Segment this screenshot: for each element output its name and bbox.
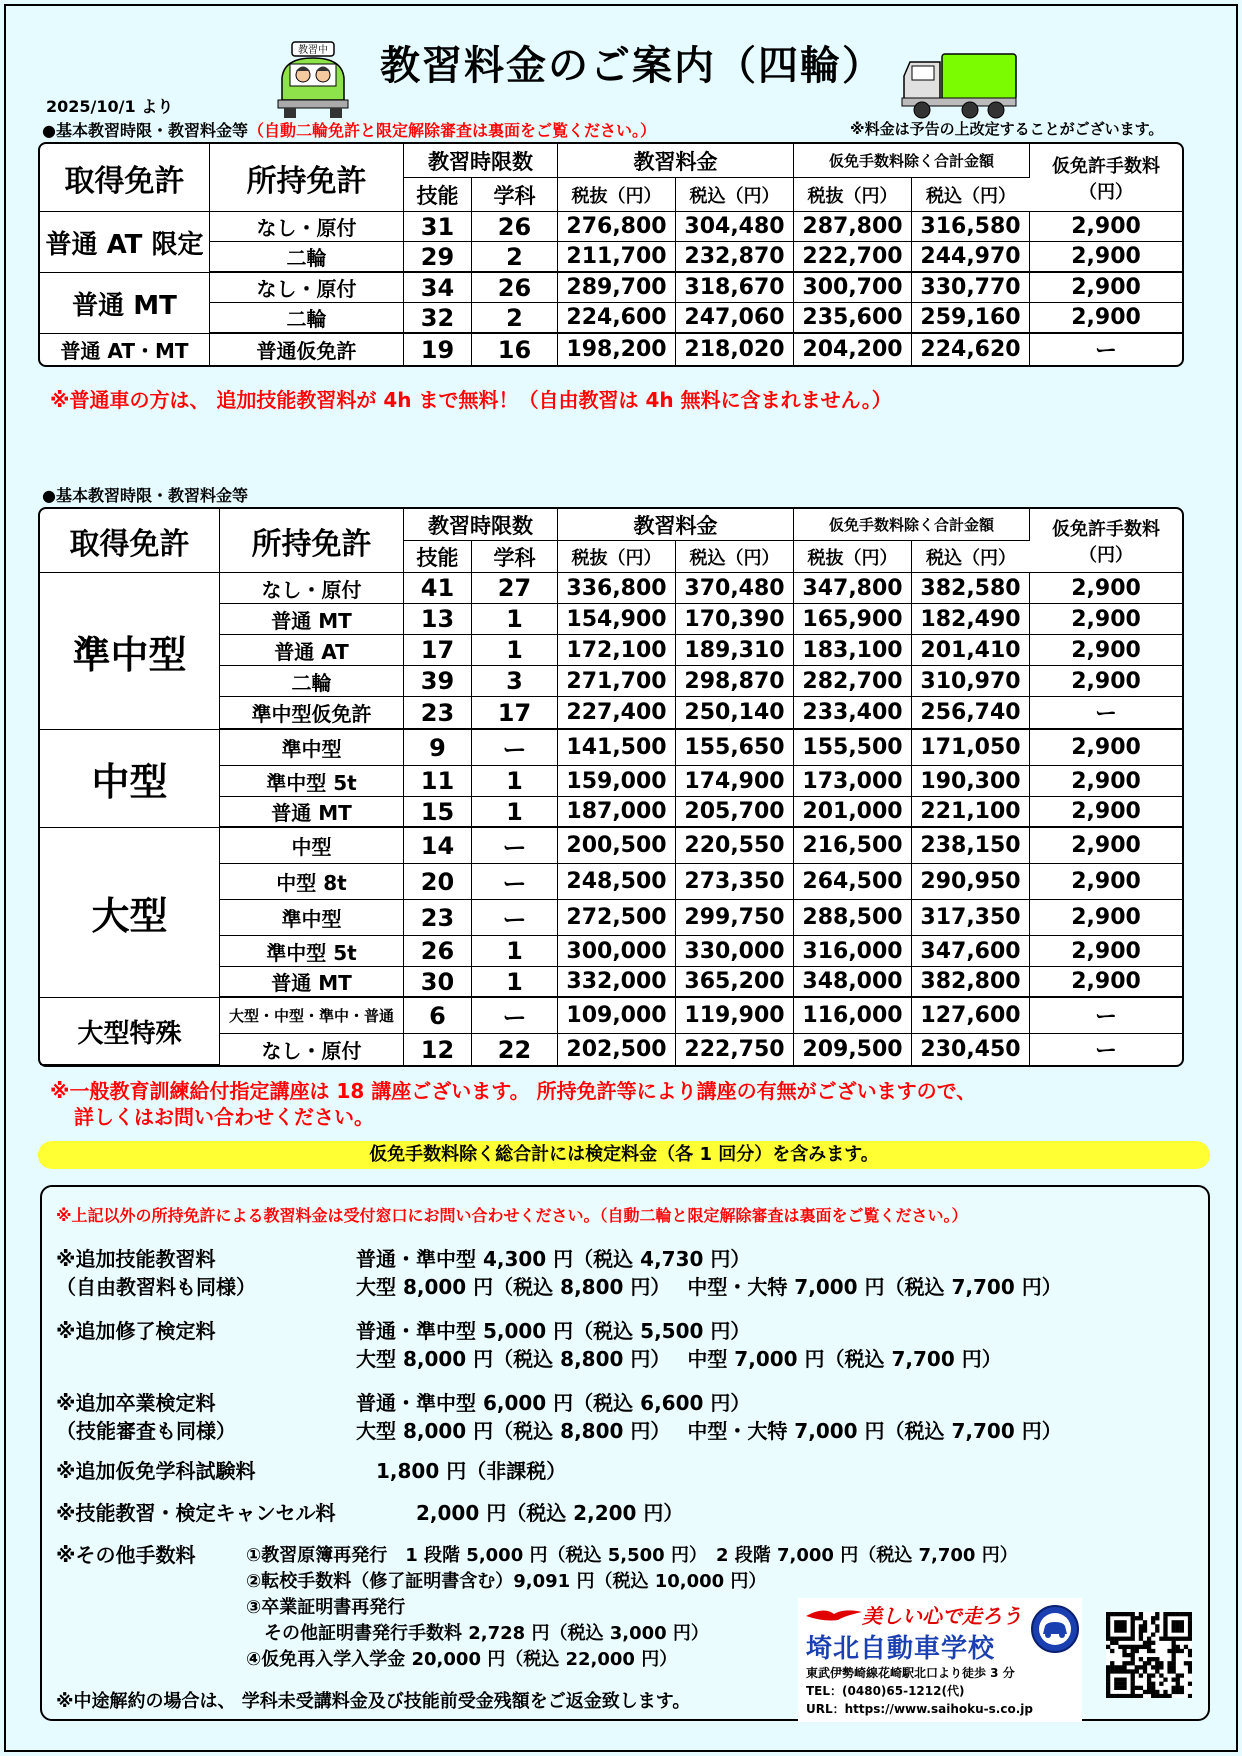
- fee-tax-in-cell: 250,140: [676, 697, 794, 730]
- add-skill-label: ※追加技能教習料: [56, 1247, 216, 1271]
- header-total: 仮免手数料除く合計金額: [794, 509, 1030, 541]
- fee-tax-in-cell: 247,060: [676, 303, 794, 334]
- fee-tax-ex-cell: 172,100: [558, 635, 676, 666]
- fee-tax-in-cell: 220,550: [676, 828, 794, 864]
- total-tax-ex-cell: 233,400: [794, 697, 912, 730]
- header-fee-tax-in: 税込（円）: [676, 178, 794, 212]
- other-fee-1: ①教習原簿再発行 1 段階 5,000 円（税込 5,500 円） 2 段階 7,000 円（税込 7,700 円）: [246, 1545, 1018, 1566]
- header-license: 取得免許: [40, 509, 220, 573]
- cancel-label: ※技能教習・検定キャンセル料: [56, 1501, 336, 1525]
- total-tax-ex-cell: 287,800: [794, 212, 912, 242]
- lecture-hours-cell: 27: [472, 573, 558, 604]
- qr-code-icon[interactable]: [1106, 1612, 1192, 1698]
- lecture-hours-cell: 1: [472, 604, 558, 635]
- lecture-hours-cell: 17: [472, 697, 558, 730]
- fee-tax-in-cell: 218,020: [676, 334, 794, 365]
- held-license-cell: 普通 MT: [220, 967, 404, 998]
- table-row: [40, 242, 1182, 273]
- provisional-fee-cell: ー: [1030, 697, 1182, 730]
- skill-hours-cell: 23: [404, 900, 472, 936]
- skill-hours-cell: 34: [404, 273, 472, 303]
- provisional-fee-cell: ー: [1095, 1039, 1118, 1064]
- skill-hours-cell: 41: [404, 573, 472, 604]
- add-exam-fee-2: 大型 8,000 円（税込 8,800 円） 中型 7,000 円（税込 7,700 円）: [356, 1347, 1002, 1371]
- header-total: 仮免手数料除く合計金額: [794, 144, 1030, 178]
- fee-tax-ex-cell: 227,400: [558, 697, 676, 730]
- add-grad-label: ※追加卒業検定料: [56, 1391, 216, 1415]
- header-skill: 技能: [404, 541, 472, 573]
- other-fee-2: ②転校手数料（修了証明書含む）9,091 円（税込 10,000 円）: [246, 1571, 767, 1592]
- fee-tax-in-cell: 189,310: [676, 635, 794, 666]
- free-lesson-note: ※普通車の方は、 追加技能教習料が 4h まで無料！（自由教習は 4h 無料に含まれません。）: [50, 388, 892, 412]
- header-lecture: 学科: [472, 178, 558, 212]
- provisional-fee-cell: 2,900: [1030, 864, 1182, 900]
- training-benefit-note: ※一般教育訓練給付指定講座は 18 講座ございます。 所持免許等により講座の有無がございますので、: [50, 1079, 977, 1103]
- license-group-name: 準中型: [40, 573, 220, 730]
- header-held-license: 所持免許: [210, 144, 404, 212]
- header-fee-tax-ex: 税抜（円）: [558, 541, 676, 573]
- add-prov-label: ※追加仮免学科試験料: [56, 1459, 256, 1483]
- fee-tax-ex-cell: 141,500: [558, 730, 676, 766]
- total-tax-in-cell: 171,050: [912, 730, 1030, 766]
- total-tax-in-cell: 316,580: [912, 212, 1030, 242]
- skill-hours-cell: 39: [404, 666, 472, 697]
- header-skill: 技能: [404, 178, 472, 212]
- header-provisional: 仮免許手数料 （円）: [1030, 509, 1182, 573]
- table-row: [40, 273, 1182, 303]
- provisional-fee-cell: 2,900: [1030, 936, 1182, 967]
- fee-tax-in-cell: 370,480: [676, 573, 794, 604]
- total-tax-ex-cell: 209,500: [794, 1034, 912, 1065]
- fee-tax-ex-cell: 187,000: [558, 797, 676, 828]
- held-license-cell: 二輪: [220, 666, 404, 697]
- total-tax-in-cell: 347,600: [912, 936, 1030, 967]
- school-address: 東武伊勢崎線花崎駅北口より徒歩 3 分: [806, 1666, 1015, 1680]
- total-tax-in-cell: 244,970: [912, 242, 1030, 273]
- total-tax-in-cell: 290,950: [912, 864, 1030, 900]
- total-tax-ex-cell: 155,500: [794, 730, 912, 766]
- provisional-fee-cell: ー: [1030, 998, 1182, 1034]
- fee-tax-in-cell: 232,870: [676, 242, 794, 273]
- provisional-fee-cell: 2,900: [1030, 666, 1182, 697]
- provisional-fee-cell: 2,900: [1030, 766, 1182, 797]
- provisional-fee-cell: 2,900: [1030, 273, 1182, 303]
- fee-tax-in-cell: 318,670: [676, 273, 794, 303]
- provisional-fee-cell: 2,900: [1030, 303, 1182, 334]
- skill-hours-cell: 6: [404, 998, 472, 1034]
- total-tax-in-cell: 201,410: [912, 635, 1030, 666]
- other-fee-4: ④仮免再入学入学金 20,000 円（税込 22,000 円）: [246, 1649, 678, 1670]
- header-provisional: 仮免許手数料 （円）: [1030, 144, 1182, 212]
- header-license: 取得免許: [40, 144, 210, 212]
- add-skill-sub: （自由教習料も同様）: [56, 1275, 256, 1299]
- header-held-license: 所持免許: [220, 509, 404, 573]
- fee-tax-ex-cell: 198,200: [558, 334, 676, 365]
- total-tax-ex-cell: 183,100: [794, 635, 912, 666]
- fee-tax-ex-cell: 224,600: [558, 303, 676, 334]
- total-tax-ex-cell: 204,200: [794, 334, 912, 365]
- header-hours: 教習時限数: [404, 509, 558, 541]
- held-license-cell: なし・原付: [210, 212, 404, 242]
- price-change-note: ※料金は予告の上改定することがございます。: [850, 120, 1164, 138]
- held-license-cell: 準中型: [220, 900, 404, 936]
- fee-tax-in-cell: 304,480: [676, 212, 794, 242]
- total-tax-ex-cell: 222,700: [794, 242, 912, 273]
- provisional-fee-cell: 2,900: [1030, 212, 1182, 242]
- skill-hours-cell: 17: [404, 635, 472, 666]
- fee-tax-ex-cell: 248,500: [558, 864, 676, 900]
- lecture-hours-cell: 26: [472, 273, 558, 303]
- other-fees-label: ※その他手数料: [56, 1543, 196, 1567]
- fee-tax-in-cell: 273,350: [676, 864, 794, 900]
- table-row: [40, 828, 1182, 864]
- total-tax-in-cell: 382,800: [912, 967, 1030, 998]
- total-tax-ex-cell: 201,000: [794, 797, 912, 828]
- fee-tax-ex-cell: 332,000: [558, 967, 676, 998]
- total-tax-ex-cell: 282,700: [794, 666, 912, 697]
- held-license-cell: 中型: [220, 828, 404, 864]
- fee-tax-ex-cell: 336,800: [558, 573, 676, 604]
- provisional-fee-cell: 2,900: [1030, 730, 1182, 766]
- skill-hours-cell: 30: [404, 967, 472, 998]
- held-license-cell: 普通仮免許: [210, 334, 404, 365]
- header-total-tax-in: 税込（円）: [912, 541, 1030, 573]
- fee-tax-ex-cell: 300,000: [558, 936, 676, 967]
- total-tax-in-cell: 182,490: [912, 604, 1030, 635]
- other-fee-3: ③卒業証明書再発行: [246, 1597, 406, 1618]
- provisional-fee-cell: ー: [1095, 339, 1118, 364]
- skill-hours-cell: 11: [404, 766, 472, 797]
- total-tax-ex-cell: 235,600: [794, 303, 912, 334]
- license-group-name: 普通 AT 限定: [40, 212, 210, 273]
- total-tax-ex-cell: 300,700: [794, 273, 912, 303]
- effective-date: 2025/10/1 より: [46, 97, 174, 116]
- total-tax-in-cell: 230,450: [912, 1034, 1030, 1065]
- fee-tax-in-cell: 330,000: [676, 936, 794, 967]
- svg-text:教習中: 教習中: [298, 45, 328, 56]
- add-exam-label: ※追加修了検定料: [56, 1319, 216, 1343]
- header-lecture: 学科: [472, 541, 558, 573]
- driving-car-icon: [272, 40, 354, 120]
- held-license-cell: なし・原付: [220, 573, 404, 604]
- held-license-cell: なし・原付: [210, 273, 404, 303]
- fee-tax-in-cell: 174,900: [676, 766, 794, 797]
- total-tax-ex-cell: 264,500: [794, 864, 912, 900]
- fee-tax-in-cell: 119,900: [676, 998, 794, 1034]
- fee-tax-ex-cell: 154,900: [558, 604, 676, 635]
- total-tax-in-cell: 224,620: [912, 334, 1030, 365]
- other-fee-3b: その他証明書発行手数料 2,728 円（税込 3,000 円）: [264, 1623, 709, 1644]
- add-prov-fee: 1,800 円（非課税）: [376, 1459, 567, 1483]
- held-license-cell: 中型 8t: [220, 864, 404, 900]
- skill-hours-cell: 23: [404, 697, 472, 730]
- total-tax-ex-cell: 288,500: [794, 900, 912, 936]
- total-tax-in-cell: 190,300: [912, 766, 1030, 797]
- lecture-hours-cell: 22: [472, 1034, 558, 1065]
- held-license-cell: 準中型: [220, 730, 404, 766]
- total-tax-in-cell: 330,770: [912, 273, 1030, 303]
- refund-note: ※中途解約の場合は、 学科未受講料金及び技能前受金残額をご返金致します。: [56, 1691, 691, 1712]
- school-name: 埼北自動車学校: [806, 1634, 996, 1664]
- total-tax-ex-cell: 316,000: [794, 936, 912, 967]
- lecture-hours-cell: 1: [472, 766, 558, 797]
- fee-tax-ex-cell: 159,000: [558, 766, 676, 797]
- skill-hours-cell: 9: [404, 730, 472, 766]
- skill-hours-cell: 26: [404, 936, 472, 967]
- total-tax-in-cell: 259,160: [912, 303, 1030, 334]
- fee-tax-in-cell: 170,390: [676, 604, 794, 635]
- school-tel: TEL：(0480)65-1212(代): [806, 1684, 965, 1698]
- add-exam-fee-1: 普通・準中型 5,000 円（税込 5,500 円）: [356, 1319, 751, 1343]
- lecture-hours-cell: 1: [472, 635, 558, 666]
- skill-hours-cell: 32: [404, 303, 472, 334]
- skill-hours-cell: 19: [404, 334, 472, 365]
- fee-tax-in-cell: 155,650: [676, 730, 794, 766]
- held-license-cell: 準中型仮免許: [220, 697, 404, 730]
- total-tax-ex-cell: 216,500: [794, 828, 912, 864]
- total-tax-in-cell: 238,150: [912, 828, 1030, 864]
- header-total-tax-in: 税込（円）: [912, 178, 1030, 212]
- header-fee: 教習料金: [558, 509, 794, 541]
- total-tax-ex-cell: 173,000: [794, 766, 912, 797]
- header-total-tax-ex: 税抜（円）: [794, 178, 912, 212]
- flying-bird-icon: [804, 1604, 864, 1626]
- skill-hours-cell: 20: [404, 864, 472, 900]
- table-row: [40, 573, 1182, 604]
- cancel-fee: 2,000 円（税込 2,200 円）: [416, 1501, 684, 1525]
- held-license-cell: 大型・中型・準中・普通: [220, 998, 404, 1034]
- lecture-hours-cell: ー: [472, 828, 558, 864]
- fee-tax-in-cell: 299,750: [676, 900, 794, 936]
- school-emblem-icon: [1030, 1604, 1080, 1654]
- training-benefit-note-2: 詳しくはお問い合わせください。: [74, 1105, 374, 1129]
- lecture-hours-cell: ー: [472, 730, 558, 766]
- total-tax-in-cell: 310,970: [912, 666, 1030, 697]
- lecture-hours-cell: 2: [472, 242, 558, 273]
- table-row: [40, 303, 1182, 334]
- fee-tax-ex-cell: 202,500: [558, 1034, 676, 1065]
- license-group-name: 普通 AT・MT: [40, 334, 210, 365]
- total-tax-ex-cell: 347,800: [794, 573, 912, 604]
- fee-table-ordinary: [38, 142, 1184, 367]
- fee-table-large: [38, 507, 1184, 1067]
- held-license-cell: 準中型 5t: [220, 766, 404, 797]
- header-fee-tax-ex: 税抜（円）: [558, 178, 676, 212]
- header-hours: 教習時限数: [404, 144, 558, 178]
- fee-tax-in-cell: 222,750: [676, 1034, 794, 1065]
- add-grad-sub: （技能審査も同様）: [56, 1419, 236, 1443]
- skill-hours-cell: 12: [404, 1034, 472, 1065]
- add-skill-fee-2: 大型 8,000 円（税込 8,800 円） 中型・大特 7,000 円（税込 7,700 円）: [356, 1275, 1062, 1299]
- skill-hours-cell: 15: [404, 797, 472, 828]
- add-grad-fee-1: 普通・準中型 6,000 円（税込 6,600 円）: [356, 1391, 751, 1415]
- header-fee: 教習料金: [558, 144, 794, 178]
- provisional-fee-cell: 2,900: [1030, 967, 1182, 998]
- truck-icon: [900, 50, 1018, 120]
- skill-hours-cell: 14: [404, 828, 472, 864]
- total-tax-ex-cell: 116,000: [794, 998, 912, 1034]
- lecture-hours-cell: 2: [472, 303, 558, 334]
- held-license-cell: 普通 MT: [220, 604, 404, 635]
- page-title: 教習料金のご案内（四輪）: [380, 43, 884, 89]
- header-total-tax-ex: 税抜（円）: [794, 541, 912, 573]
- license-group-name: 大型: [40, 828, 220, 998]
- table-row: [40, 730, 1182, 766]
- fee-tax-in-cell: 205,700: [676, 797, 794, 828]
- fee-tax-ex-cell: 276,800: [558, 212, 676, 242]
- lecture-hours-cell: ー: [472, 900, 558, 936]
- total-tax-in-cell: 127,600: [912, 998, 1030, 1034]
- fee-tax-ex-cell: 200,500: [558, 828, 676, 864]
- fee-tax-in-cell: 298,870: [676, 666, 794, 697]
- other-license-note: ※上記以外の所持免許による教習料金は受付窓口にお問い合わせください。（自動二輪と限定解除審査は裏面をご覧ください。）: [56, 1206, 968, 1225]
- school-logo-block: [798, 1598, 1082, 1722]
- lecture-hours-cell: 1: [472, 797, 558, 828]
- held-license-cell: 普通 AT: [220, 635, 404, 666]
- fee-tax-ex-cell: 289,700: [558, 273, 676, 303]
- total-tax-in-cell: 382,580: [912, 573, 1030, 604]
- total-tax-in-cell: 256,740: [912, 697, 1030, 730]
- held-license-cell: 二輪: [210, 303, 404, 334]
- license-group-name: 大型特殊: [40, 998, 220, 1065]
- lecture-hours-cell: ー: [472, 998, 558, 1034]
- provisional-fee-cell: 2,900: [1030, 242, 1182, 273]
- fee-tax-ex-cell: 272,500: [558, 900, 676, 936]
- total-tax-ex-cell: 348,000: [794, 967, 912, 998]
- skill-hours-cell: 31: [404, 212, 472, 242]
- held-license-cell: なし・原付: [220, 1034, 404, 1065]
- held-license-cell: 二輪: [210, 242, 404, 273]
- provisional-fee-cell: 2,900: [1030, 604, 1182, 635]
- school-url[interactable]: URL：https://www.saihoku-s.co.jp: [806, 1702, 1033, 1716]
- total-tax-in-cell: 221,100: [912, 797, 1030, 828]
- provisional-fee-cell: 2,900: [1030, 828, 1182, 864]
- lecture-hours-cell: 1: [472, 936, 558, 967]
- license-group-name: 普通 MT: [40, 273, 210, 334]
- provisional-fee-cell: 2,900: [1030, 797, 1182, 828]
- lecture-hours-cell: 1: [472, 967, 558, 998]
- total-tax-ex-cell: 165,900: [794, 604, 912, 635]
- held-license-cell: 普通 MT: [220, 797, 404, 828]
- fee-tax-in-cell: 365,200: [676, 967, 794, 998]
- fee-tax-ex-cell: 211,700: [558, 242, 676, 273]
- add-grad-fee-2: 大型 8,000 円（税込 8,800 円） 中型・大特 7,000 円（税込 7,700 円）: [356, 1419, 1062, 1443]
- provisional-fee-cell: 2,900: [1030, 573, 1182, 604]
- table2-caption: ●基本教習時限・教習料金等: [42, 486, 248, 505]
- header-fee-tax-in: 税込（円）: [676, 541, 794, 573]
- fee-tax-ex-cell: 271,700: [558, 666, 676, 697]
- lecture-hours-cell: 16: [472, 334, 558, 365]
- lecture-hours-cell: 26: [472, 212, 558, 242]
- table-row: [40, 212, 1182, 242]
- table-row: [40, 334, 1182, 365]
- provisional-fee-cell: 2,900: [1030, 635, 1182, 666]
- exam-fee-included-note: 仮免手数料除く総合計には検定料金（各 1 回分）を含みます。: [38, 1141, 1210, 1169]
- table-row: [40, 998, 1182, 1034]
- lecture-hours-cell: 3: [472, 666, 558, 697]
- provisional-fee-cell: 2,900: [1030, 900, 1182, 936]
- table1-caption: ●基本教習時限・教習料金等（自動二輪免許と限定解除審査は裏面をご覧ください。）: [42, 121, 656, 140]
- total-tax-in-cell: 317,350: [912, 900, 1030, 936]
- school-slogan: 美しい心で走ろう: [862, 1604, 1022, 1628]
- license-group-name: 中型: [40, 730, 220, 828]
- fee-tax-ex-cell: 109,000: [558, 998, 676, 1034]
- add-skill-fee-1: 普通・準中型 4,300 円（税込 4,730 円）: [356, 1247, 751, 1271]
- skill-hours-cell: 13: [404, 604, 472, 635]
- skill-hours-cell: 29: [404, 242, 472, 273]
- held-license-cell: 準中型 5t: [220, 936, 404, 967]
- lecture-hours-cell: ー: [472, 864, 558, 900]
